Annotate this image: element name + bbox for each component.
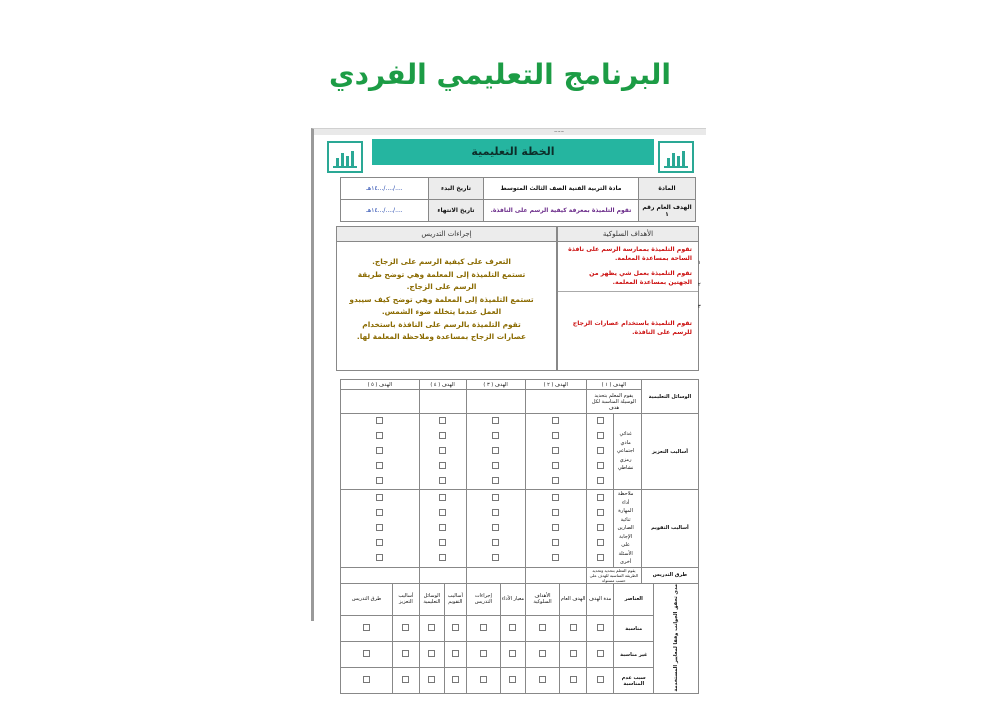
procedures-panel (336, 226, 557, 371)
start-date-value: ..../..../...١٤هـ (341, 178, 429, 200)
checkbox[interactable] (560, 642, 587, 668)
checkbox[interactable] (445, 616, 466, 642)
checkbox[interactable] (501, 668, 525, 694)
goal-header-4: الهدف ( ٤ ) (419, 380, 466, 390)
col-header-evaluation: أساليب التقويم (445, 583, 466, 616)
checkbox-group[interactable] (466, 490, 525, 568)
checkbox[interactable] (525, 642, 560, 668)
checkbox[interactable] (419, 642, 445, 668)
checkbox-group[interactable] (419, 414, 466, 490)
goal-header-3: الهدف ( ٣ ) (466, 380, 525, 390)
col-header-aids: الوسائل التعليمية (419, 583, 445, 616)
subject-value: مادة التربية الفنية الصف الثالث المتوسط (484, 178, 639, 200)
objectives-panel (557, 226, 699, 371)
checkbox[interactable] (501, 616, 525, 642)
end-date-label: تاريخ الانتهاء (429, 200, 484, 222)
checkbox[interactable] (341, 668, 393, 694)
objectives-header: الأهداف السلوكية (558, 227, 698, 242)
checkbox-group[interactable] (525, 414, 586, 490)
checkbox[interactable] (586, 668, 614, 694)
checkbox-group[interactable] (586, 414, 614, 490)
chart-logo-icon (658, 141, 694, 173)
plan-header-banner: الخطة التعليمية (372, 139, 654, 165)
checkbox[interactable] (501, 642, 525, 668)
aids-label: الوسائل التعليمية (641, 380, 698, 414)
page-title: البرنامج التعليمي الفردي (328, 58, 671, 91)
objective-2: تقوم التلميذة بعمل شي يظهر من الجهتين بمساعدة المعلمة. (589, 270, 692, 286)
checkbox[interactable] (393, 668, 420, 694)
procedure-line-1: التعرف على كيفية الرسم على الزجاج. (372, 257, 511, 266)
col-header-performance: معيار الأداء (501, 583, 525, 616)
checkbox-group[interactable] (419, 490, 466, 568)
col-header-duration: مدة الهدف (586, 583, 614, 616)
subject-label: المادة (639, 178, 696, 200)
checkbox-group[interactable] (466, 414, 525, 490)
objective-3: تقوم التلميذة باستخدام عصارات الزجاج للرسم على النافذة. (572, 320, 692, 336)
objective-1: تقوم التلميذة بممارسة الرسم على نافذة الساحة بمساعدة المعلمة. (568, 246, 692, 262)
checkbox[interactable] (466, 668, 501, 694)
start-date-label: تاريخ البدء (429, 178, 484, 200)
checkbox[interactable] (341, 642, 393, 668)
checkbox[interactable] (393, 616, 420, 642)
evaluation-label: أساليب التقويم (641, 490, 698, 568)
col-header-reinforcement: أساليب التعزيز (393, 583, 420, 616)
checkbox-group[interactable] (586, 490, 614, 568)
checkbox[interactable] (466, 616, 501, 642)
checkbox[interactable] (525, 668, 560, 694)
reinforcement-options: غذائي مادي اجتماعي رمزي نشاطي (614, 414, 642, 490)
evaluation-grid (340, 379, 699, 694)
checkbox[interactable] (445, 668, 466, 694)
procedure-line-2: تستمع التلميذة إلى المعلمة وهي توضح طريقة الرسم على الزجاج. (357, 269, 526, 291)
reinforcement-label: أساليب التعزيز (641, 414, 698, 490)
procedure-line-3: تستمع التلميذة إلى المعلمة وهي توضح كيف سيبدو العمل عندما يتخلله ضوء الشمس. (349, 294, 534, 316)
goal-header-2: الهدف ( ٢ ) (525, 380, 586, 390)
general-goal-value: تقوم التلميذة بمعرفة كيفية الرسم على النافذة. (484, 200, 639, 222)
criteria-side-label: مدى تحقق الجوانب وفقا لمعايير المستخدمة (654, 583, 699, 694)
evaluation-options: ملاحظة أداء المهارة ثنائية الصارين الإجابة على الأسئلة أخرى (614, 490, 642, 568)
teaching-methods-label: طرق التدريس (641, 567, 698, 583)
lesson-plan-sheet (311, 128, 706, 692)
checkbox[interactable] (419, 616, 445, 642)
checkbox[interactable] (445, 642, 466, 668)
checkbox[interactable] (341, 616, 393, 642)
checkbox-group[interactable] (525, 490, 586, 568)
col-header-behavioral-goals: الأهداف السلوكية (525, 583, 560, 616)
aids-note: يقوم المعلم بتحديد الوسيلة المناسبة لكل هدف (586, 390, 641, 414)
reason-label: سبب عدم المناسبة (614, 668, 654, 694)
checkbox[interactable] (393, 642, 420, 668)
checkbox[interactable] (419, 668, 445, 694)
plan-info-table (340, 177, 696, 222)
col-header-general-goal: الهدف العام (560, 583, 587, 616)
checkbox[interactable] (586, 616, 614, 642)
checkbox[interactable] (525, 616, 560, 642)
top-strip: ~~~ (314, 129, 706, 135)
col-header-procedures: إجراءات التدريس (466, 583, 501, 616)
elements-label: العناصر (614, 583, 654, 616)
checkbox[interactable] (466, 642, 501, 668)
chart-logo-icon (327, 141, 363, 173)
goal-header-5: الهدف ( ٥ ) (341, 380, 420, 390)
checkbox-group[interactable] (341, 414, 420, 490)
teaching-note: يقوم المعلم بتحديد وتحديد الطريقة المناسبة للهدف على حسب مستواه (586, 567, 641, 583)
checkbox[interactable] (560, 616, 587, 642)
checkbox[interactable] (560, 668, 587, 694)
objective-numbers: ١ ٢ ٣ (698, 260, 701, 310)
procedure-line-4: تقوم التلميذة بالرسم على النافذة باستخدام عصارات الزجاج بمساعدة وملاحظة المعلمة لها. (356, 319, 527, 341)
goal-header-1: الهدف ( ١ ) (586, 380, 641, 390)
general-goal-label: الهدف العام رقم ١ (639, 200, 696, 222)
checkbox-group[interactable] (341, 490, 420, 568)
unsuitable-label: غير مناسبة (614, 642, 654, 668)
col-header-teaching: طرق التدريس (341, 583, 393, 616)
procedures-header: إجراءات التدريس (337, 227, 556, 242)
checkbox[interactable] (586, 642, 614, 668)
end-date-value: ..../..../...١٤هـ (341, 200, 429, 222)
suitable-label: مناسبة (614, 616, 654, 642)
